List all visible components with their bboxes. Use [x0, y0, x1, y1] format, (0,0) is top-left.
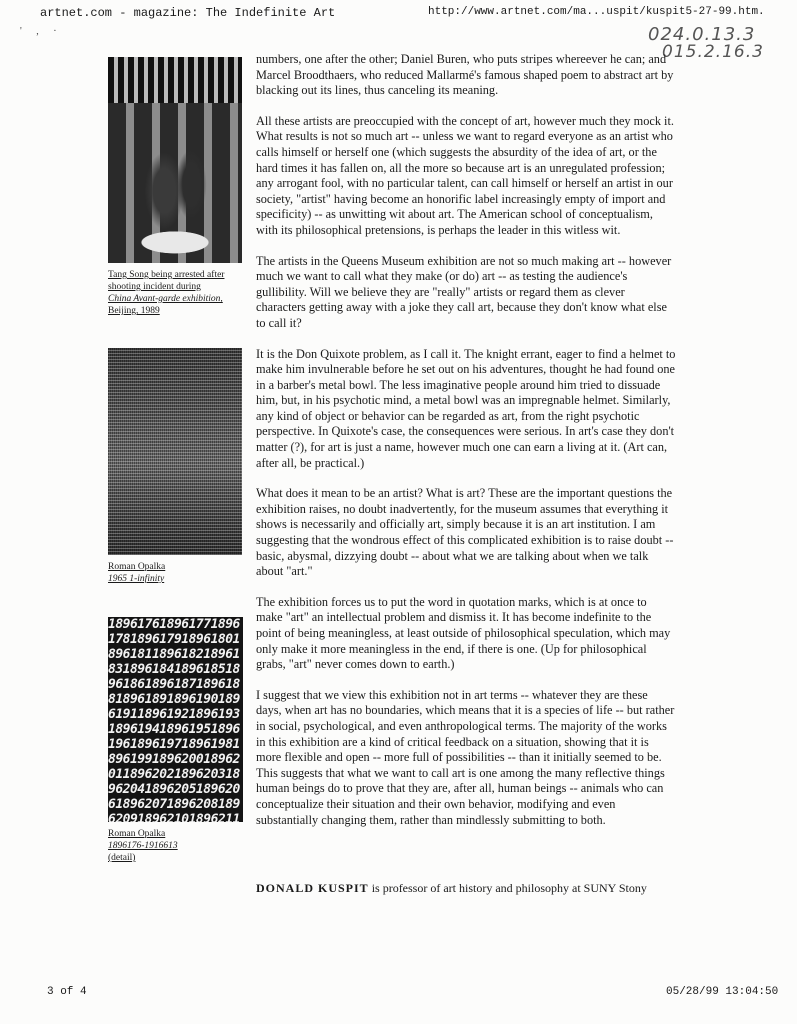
- paragraph: All these artists are preoccupied with the concept of art, however much they mock it. What results is not so much art -- unless we want to regard everyone as an artist who calls himself or herself one (which suggests the absurdity of the idea of art, or the hard times it has fallen on, all the more so because art is an unregulated profession; any arrogant fool, with no particular talent, can call himself or herself an artist in our society, "artist" having become an honorific label increasingly empty of import and specificity) -- as unwitting wit about art. The American school of conceptualism, with its philosophical pretensions, is perhaps the leader in this witless wit.: [256, 113, 674, 237]
- figure-tang-song: [108, 57, 248, 317]
- paragraph: numbers, one after the other; Daniel Buren, who puts stripes whereever he can; and Marcel Broodthaers, who reduced Mallarmé's famous shaped poem to abstract art by blacking out its lines, thus canceling its meaning.: [256, 52, 674, 98]
- photo-opalka-painting: [108, 348, 242, 555]
- paragraph: The artists in the Queens Museum exhibition are not so much making art -- however much we want to call what they make (or do) art -- as testing the audience's gullibility. Will we believe they are "really" artists or regard them as clever characters getting away with a joke they call art, because they don't know what else to call it?: [256, 253, 672, 330]
- header-url: http://www.artnet.com/ma...uspit/kuspit5-27-99.htm.: [428, 6, 765, 18]
- figure-opalka-2: [108, 617, 248, 864]
- figure-caption: Roman Opalka 1965 1-infinity: [108, 562, 166, 584]
- handwritten-note-2: 015.2.16.3: [662, 42, 764, 62]
- author-bio-text: is professor of art history and philosophy at SUNY Stony: [368, 881, 647, 895]
- paragraph: I suggest that we view this exhibition not in art terms -- whatever they are these days, when art has no boundaries, which means that it is a species of life -- but rather in social, psychological, and even anthropological terms. The majority of the works in this exhibition are a kind of critical feedback on a situation, showing that it is more flexible and open -- more full of possibilities -- than it initially seemed to be. This suggests that what we want to call art is one among the many reflective things human beings do to prove that they are, after all, human beings -- animals who can conceptualize their situation and their own behavior, modifying and even substantially changing them, rather than mindlessly submitting to both.: [256, 687, 675, 827]
- article-body: [256, 52, 676, 843]
- figure-opalka-1: [108, 348, 248, 585]
- photo-opalka-detail: 189617618961771896178189617918961801896181189618218961831896184189618518961861896187189618818961891896190189619118961921896193189619418961951896196189619718961981896199189620018962011896202189620318962041896205189620618962071896208189620918962101896211: [108, 617, 243, 822]
- page-number: 3 of 4: [47, 986, 87, 998]
- paragraph: It is the Don Quixote problem, as I call it. The knight errant, eager to find a helmet to make him invulnerable before he set out on his adventures, thought he had found one in a barber's metal bowl. The less imaginative people around him tried to dissuade him, but, in his psychotic mind, a metal bowl was an impregnable helmet. Similarly, any kind of object or behavior can be regarded as art, from the right psychotic perspective. In Quixote's case, the consequences were serious. In art's case they don't matter (?), for art is just a name, however much one can earn a living at it. (Art can, after all, be practical.): [256, 346, 676, 470]
- figure-caption: Tang Song being arrested after shooting incident during China Avant-garde exhibition, Beijing, 1989: [108, 270, 225, 316]
- paragraph: What does it mean to be an artist? What is art? These are the important questions the exhibition raises, no doubt inadvertently, for the museum assumes that everything it shows is necessarily and officially art, simply because it is an art institution. I am suggesting that the wondrous effect of this complicated exhibition is to raise doubt -- basic, abysmal, dizzying doubt -- about what we are talking about when we talk about "art.": [256, 486, 674, 579]
- author-bio: [256, 881, 686, 896]
- paragraph: The exhibition forces us to put the word in quotation marks, which is at once to make "art" an intellectual problem and dismiss it. It has become indefinite to the point of being meaningless, at least outside of philosophical speculation, which may only make it more meaningless in the end, if there is one. (Up for philosophical grabs, "art" never comes down to earth.): [256, 594, 671, 672]
- author-name: DONALD KUSPIT: [256, 881, 369, 895]
- figure-caption: Roman Opalka 1896176-1916613 (detail): [108, 829, 178, 863]
- print-datetime: 05/28/99 13:04:50: [666, 986, 779, 998]
- photo-arrest-scene: [108, 57, 242, 263]
- handwritten-note-1: 024.0.13.3: [648, 24, 756, 45]
- header-site-title: artnet.com - magazine: The Indefinite Art: [40, 6, 336, 20]
- scan-specks: ' , ·: [20, 26, 63, 37]
